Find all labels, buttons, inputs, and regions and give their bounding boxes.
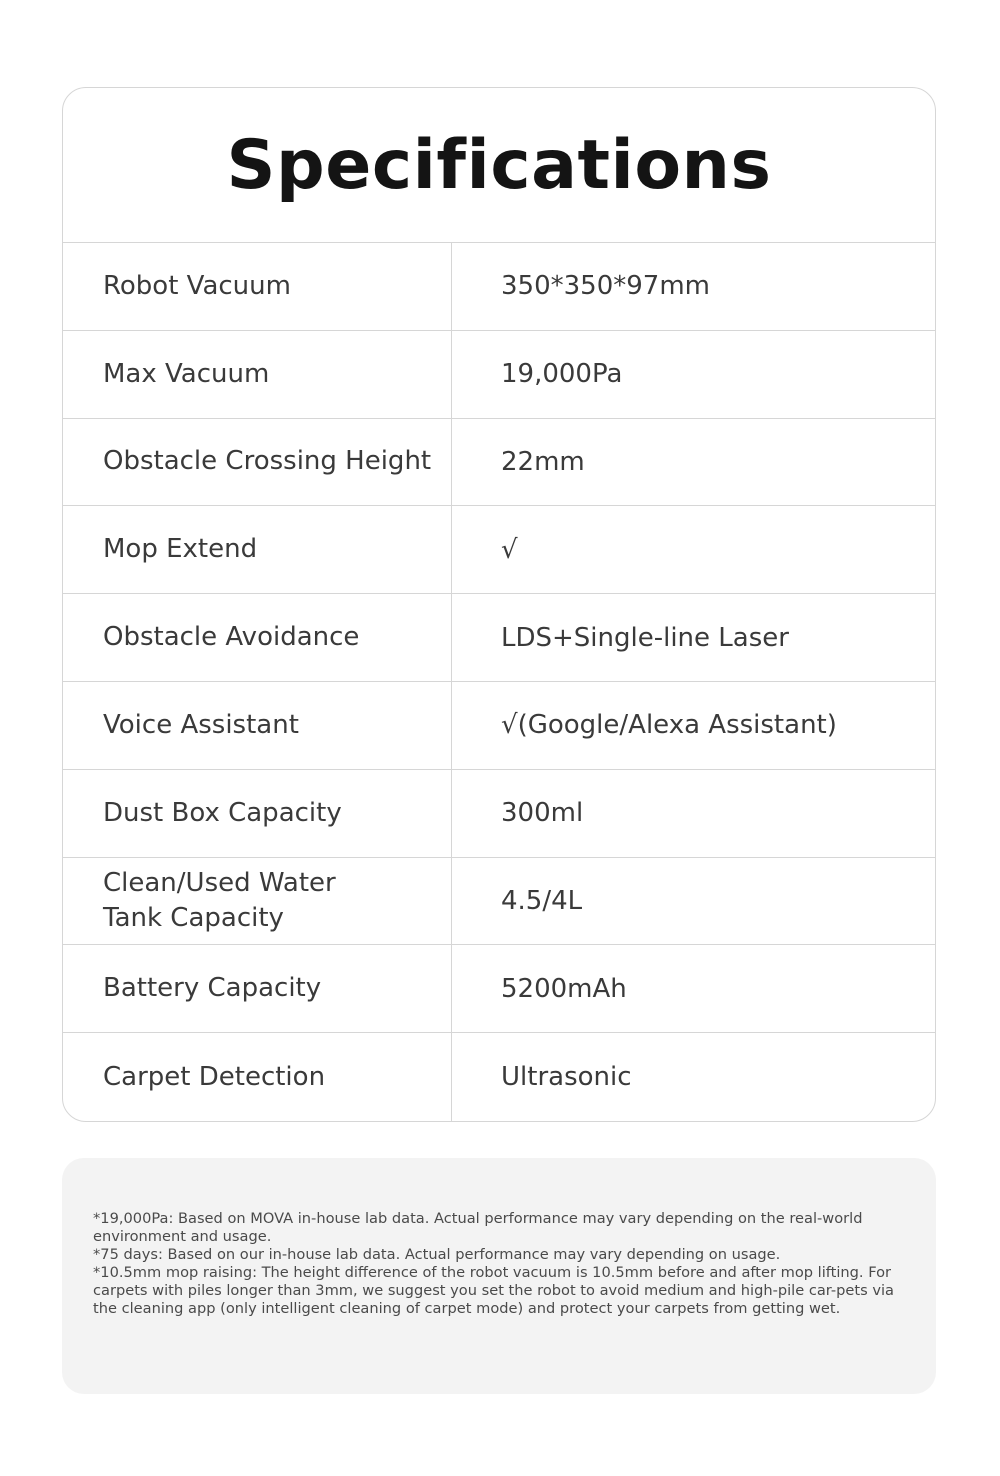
spec-value: 350*350*97mm <box>501 271 710 302</box>
spec-label: Voice Assistant <box>63 682 452 769</box>
table-row <box>63 858 935 946</box>
spec-value: 4.5/4L <box>501 885 583 916</box>
table-row <box>63 419 935 507</box>
spec-label: Clean/Used Water Tank Capacity <box>63 858 452 945</box>
spec-label: Robot Vacuum <box>63 243 452 330</box>
spec-value: √ <box>501 534 518 565</box>
table-row <box>63 506 935 594</box>
footnotes-box <box>62 1158 936 1394</box>
spec-label: Dust Box Capacity <box>63 770 452 857</box>
spec-value: LDS+Single-line Laser <box>501 622 789 653</box>
spec-value: Ultrasonic <box>501 1062 632 1093</box>
spec-value: √(Google/Alexa Assistant) <box>501 710 837 741</box>
table-row <box>63 945 935 1033</box>
spec-label: Carpet Detection <box>63 1033 452 1121</box>
table-row <box>63 243 935 331</box>
table-row <box>63 682 935 770</box>
spec-label: Battery Capacity <box>63 945 452 1032</box>
footnote: *10.5mm mop raising: The height difference of the robot vacuum is 10.5mm before and after mop lifting. For carpets with piles longer than 3mm, we suggest you set the robot to avoid medium and high-pile car-pets via the cleaning app (only intelligent cleaning of carpet mode) and protect your carpets from getting wet. <box>93 1264 894 1317</box>
spec-value: 5200mAh <box>501 973 627 1004</box>
spec-value: 22mm <box>501 446 585 477</box>
specifications-card <box>62 87 936 1122</box>
table-row <box>63 1033 935 1121</box>
spec-label: Obstacle Avoidance <box>63 594 452 681</box>
table-row <box>63 331 935 419</box>
spec-label: Obstacle Crossing Height <box>63 419 452 506</box>
table-row <box>63 770 935 858</box>
spec-value: 19,000Pa <box>501 359 623 390</box>
spec-table <box>63 243 935 1121</box>
footnote: *19,000Pa: Based on MOVA in-house lab data. Actual performance may vary depending on the real-world environment and usage. <box>93 1210 863 1245</box>
spec-label: Mop Extend <box>63 506 452 593</box>
page-title: Specifications <box>63 88 935 243</box>
spec-value: 300ml <box>501 798 584 829</box>
spec-label: Max Vacuum <box>63 331 452 418</box>
table-row <box>63 594 935 682</box>
footnote: *75 days: Based on our in-house lab data. Actual performance may vary depending on usage. <box>93 1246 781 1263</box>
